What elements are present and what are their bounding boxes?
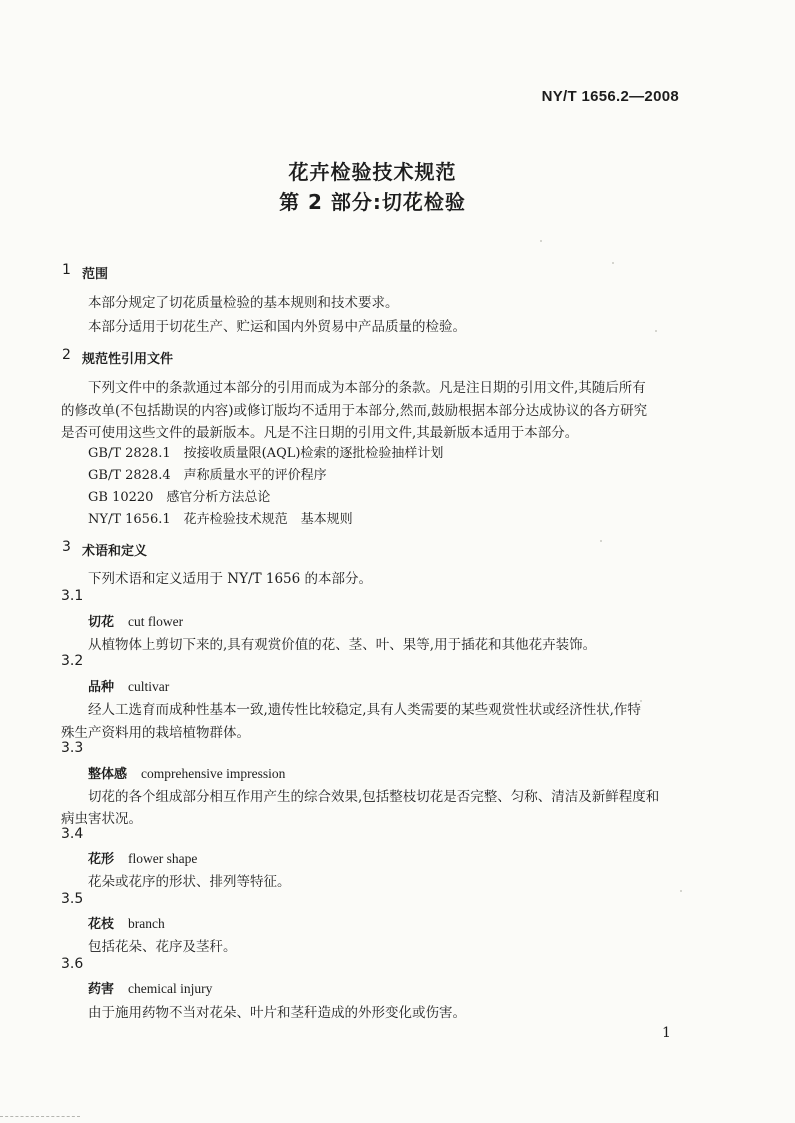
section-3-number: 3 <box>62 539 71 555</box>
title-line-1: 花卉检验技术规范 <box>288 160 457 184</box>
term-definition-continued: 病虫害状况。 <box>61 811 142 827</box>
term-number: 3.5 <box>61 891 84 907</box>
term-number: 3.2 <box>61 653 84 669</box>
scan-speck <box>655 330 657 332</box>
scan-speck <box>612 262 614 264</box>
term-english: branch <box>128 916 165 931</box>
reference-item: NY/T 1656.1 花卉检验技术规范 基本规则 <box>88 512 353 527</box>
page-number: 1 <box>662 1025 671 1041</box>
document-number: NY/T 1656.2—2008 <box>541 88 679 105</box>
term-heading <box>88 763 285 782</box>
term-definition: 由于施用药物不当对花朵、叶片和茎秆造成的外形变化或伤害。 <box>88 1005 466 1021</box>
reference-item: GB/T 2828.1 按接收质量限(AQL)检索的逐批检验抽样计划 <box>88 446 444 461</box>
section-1-title: 范围 <box>82 267 109 282</box>
term-english: cultivar <box>128 679 170 694</box>
section-3-intro: 下列术语和定义适用于 NY/T 1656 的本部分。 <box>88 571 373 587</box>
term-definition: 从植物体上剪切下来的,具有观赏价值的花、茎、叶、果等,用于插花和其他花卉装饰。 <box>88 637 597 653</box>
term-heading <box>88 978 212 997</box>
section-2-paragraph-line: 下列文件中的条款通过本部分的引用而成为本部分的条款。凡是注日期的引用文件,其随后所有 <box>88 380 646 396</box>
term-number: 3.4 <box>61 826 84 842</box>
term-number: 3.3 <box>61 740 84 756</box>
term-chinese: 花形 <box>88 852 115 867</box>
term-heading <box>88 913 165 932</box>
reference-item: GB 10220 感官分析方法总论 <box>88 490 271 505</box>
section-2-paragraph-line: 是否可使用这些文件的最新版本。凡是不注日期的引用文件,其最新版本适用于本部分。 <box>61 425 579 441</box>
term-heading <box>88 848 197 867</box>
term-english: comprehensive impression <box>141 766 286 781</box>
section-1-number: 1 <box>62 262 71 278</box>
term-definition: 花朵或花序的形状、排列等特征。 <box>88 874 291 890</box>
term-english: cut flower <box>128 614 184 629</box>
section-3-title: 术语和定义 <box>82 544 148 559</box>
title-line-2: 第 2 部分:切花检验 <box>279 190 466 214</box>
section-1-paragraph-2: 本部分适用于切花生产、贮运和国内外贸易中产品质量的检验。 <box>88 319 466 335</box>
term-english: flower shape <box>128 851 198 866</box>
scan-speck <box>600 540 602 542</box>
section-1-paragraph-1: 本部分规定了切花质量检验的基本规则和技术要求。 <box>88 295 399 311</box>
section-2-number: 2 <box>62 347 71 363</box>
term-chinese: 花枝 <box>88 917 115 932</box>
term-chinese: 切花 <box>88 615 115 630</box>
term-number: 3.6 <box>61 956 84 972</box>
term-english: chemical injury <box>128 981 213 996</box>
scan-speck <box>680 890 682 892</box>
term-chinese: 品种 <box>88 680 115 695</box>
term-definition: 切花的各个组成部分相互作用产生的综合效果,包括整枝切花是否完整、匀称、清洁及新鲜程度和 <box>88 789 660 805</box>
term-definition-continued: 殊生产资料用的栽培植物群体。 <box>61 725 250 741</box>
scan-speck <box>540 240 542 242</box>
scan-speck <box>640 700 642 702</box>
term-chinese: 整体感 <box>88 767 128 782</box>
term-chinese: 药害 <box>88 982 115 997</box>
scan-edge-line <box>0 1116 80 1117</box>
term-number: 3.1 <box>61 588 84 604</box>
term-heading <box>88 676 169 695</box>
term-definition: 经人工选育而成种性基本一致,遗传性比较稳定,具有人类需要的某些观赏性状或经济性状,作特 <box>88 702 641 718</box>
section-2-title: 规范性引用文件 <box>82 352 174 367</box>
term-definition: 包括花朵、花序及茎秆。 <box>88 939 237 955</box>
section-2-paragraph-line: 的修改单(不包括勘误的内容)或修订版均不适用于本部分,然而,鼓励根据本部分达成协议的各方研究 <box>61 403 648 419</box>
reference-item: GB/T 2828.4 声称质量水平的评价程序 <box>88 468 327 483</box>
term-heading <box>88 611 183 630</box>
